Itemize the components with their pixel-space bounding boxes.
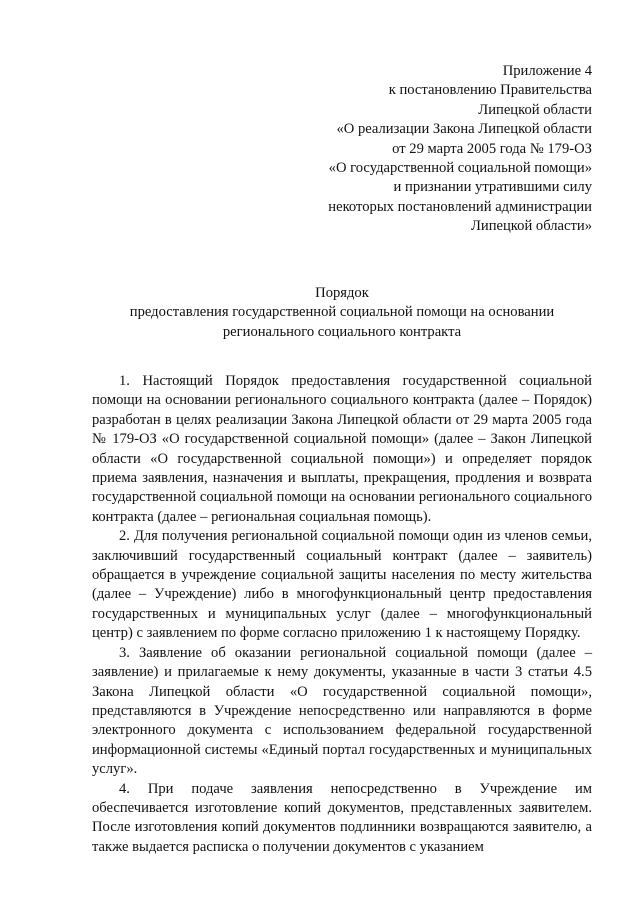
appendix-line: Липецкой области»: [471, 218, 592, 235]
paragraph-1: 1. Настоящий Порядок предоставления государственной социальной помощи на основании регионального социального контракта (далее – Порядок) разработан в целях реализации Закона Липецкой области от 29 марта 2005 года № 179-ОЗ «О государственной социальной помощи» (далее – Закон Липецкой области «О государственной социальной помощи») и определяет порядок приема заявления, назначения и выплаты, прекращения, продления и возврата государственной социальной помощи на основании регионального социального контракта (далее – региональная социальная помощь).: [92, 373, 592, 525]
appendix-header: [328, 62, 592, 237]
appendix-line: от 29 марта 2005 года № 179-ОЗ: [392, 140, 592, 157]
appendix-line: некоторых постановлений администрации: [328, 198, 592, 215]
title-heading: Порядок: [315, 285, 369, 301]
paragraph-2: 2. Для получения региональной социальной помощи один из членов семьи, заключивший государственный социальный контракт (далее – заявитель) обращается в учреждение социальной защиты населения по месту жительства (далее – Учреждение) либо в многофункциональный центр предоставления государственных и муниципальных услуг (далее – многофункциональный центр) с заявлением по форме согласно приложению 1 к настоящему Порядку.: [92, 528, 592, 642]
appendix-line: «О реализации Закона Липецкой области: [336, 121, 592, 138]
appendix-line: Липецкой области: [478, 101, 592, 118]
document-body: [92, 372, 592, 857]
appendix-line: к постановлению Правительства: [388, 82, 592, 99]
paragraph-4: 4. При подаче заявления непосредственно в Учреждение им обеспечивается изготовление копий документов, представленных заявителем. После изготовления копий документов подлинники возвращаются заявителю, а также выдается расписка о получении документов с указанием: [92, 780, 592, 855]
paragraph-3: 3. Заявление об оказании региональной социальной помощи (далее – заявление) и прилагаемые к нему документы, указанные в части 3 статьи 4.5 Закона Липецкой области «О государственной социальной помощи», представляются в Учреждение непосредственно или направляются в форме электронного документа с использованием федеральной государственной информационной системы «Единый портал государственных и муниципальных услуг».: [92, 644, 592, 778]
title-line: регионального социального контракта: [222, 323, 462, 340]
title-line: предоставления государственной социальной помощи на основании: [129, 304, 555, 321]
document-title: [92, 284, 592, 342]
appendix-line: Приложение 4: [502, 63, 592, 79]
appendix-line: и признании утратившими силу: [393, 179, 592, 196]
appendix-line: «О государственной социальной помощи»: [328, 160, 592, 177]
